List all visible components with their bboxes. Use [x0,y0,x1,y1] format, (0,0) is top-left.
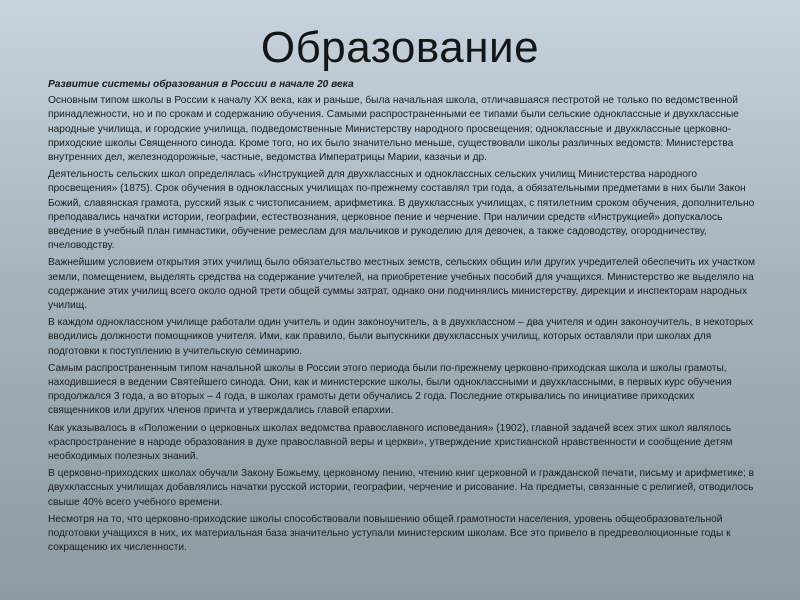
slide-content [48,78,758,559]
paragraph-8: Несмотря на то, что церковно-приходские школы способствовали повышению общей грамотности населения, уровень общеобразовательной подготовки учащихся в них, их материальная база значительно уступали министерским школам. Все это привело в предреволюционные годы к сокращению их численности. [48,513,731,554]
slide-subtitle: Развитие системы образования в России в начале 20 века [48,79,354,90]
paragraph-5: Самым распространенным типом начальной школы в России этого периода были по-прежнему церковно-приходская школа и школы грамоты, находившиеся в ведении Святейшего синода. Они, как и министерские школы, были одноклассными и двухклассными, в первых курс обучения продолжался 3 года, а во вторых – 4 года, в школах грамоты дети обучались 2 года. Последние открывались по инициативе приходских священников или других членов причта и утверждались главой епархии. [48,362,732,417]
paragraph-7: В церковно-приходских школах обучали Закону Божьему, церковному пению, чтению книг церковной и гражданской печати, письму и арифметике; в двухклассных училищах добавлялись начатки русской истории, географии, черчение и рисование. На предметы, связанные с религией, отводилось свыше 40% всего учебного времени. [48,468,755,508]
paragraph-3: Важнейшим условием открытия этих училищ было обязательство местных земств, сельских общин или других учредителей обеспечить их участком земли, помещением, выделять средства на содержание учителей, на приобретение учебных пособий для учащихся. Министерство же выделяло на содержание этих училищ всего около одной трети общей суммы затрат, однако они подчинялись министерству, дирекции и инспекторам народных училищ. [48,257,756,312]
paragraph-2: Деятельность сельских школ определялась «Инструкцией для двухклассных и одноклассных сельских училищ Министерства народного просвещения» (1875). Срок обучения в одноклассных училищах по-прежнему составлял три года, а обязательными предметами в них были Закон Божий, славянская грамота, русский язык с чистописанием, арифметика. В двухклассных училищах, с пятилетним сроком обучения, дополнительно преподавались начатки истории, географии, естествознания, церковное пение и черчение. При наличии средств «Инструкцией» допускалось введение в учебный план гимнастики, обучение ремеслам для мальчиков и рукоделию для девочек, а также садоводству, огородничеству, пчеловодству. [48,169,755,252]
paragraph-6: Как указывалось в «Положении о церковных школах ведомства православного исповедания» (1902), главной задачей всех этих школ являлось «распространение в народе образования в духе православной веры и церкви», утверждение христианской нравственности и сообщение детям необходимых полезных знаний. [48,422,733,463]
paragraph-4: В каждом одноклассном училище работали один учитель и один законоучитель, а в двухклассном – два учителя и один законоучитель, в некоторых вводились должности помощников учителя. Ими, как правило, были выпускники двухклассных училищ, которых оставляли при школах для подготовки к поступлению в учительскую семинарию. [48,317,754,357]
paragraph-1: Основным типом школы в России к началу XX века, как и раньше, была начальная школа, отличавшаяся пестротой не только по ведомственной принадлежности, но и по срокам и содержанию обучения. Самыми распространенными ее типами были сельские одноклассные и двухклассные народные училища, и городские училища, подведомственные Министерству народного просвещения; одноклассные и двухклассные церковно-приходские школы Священного синода. Кроме того, но их было значительно меньше, существовали школы различных ведомств: Министерства внутренних дел, железнодорожные, частные, ведомства Императрицы Марии, казачьи и др. [48,95,739,164]
slide-title: Образование [260,23,540,72]
